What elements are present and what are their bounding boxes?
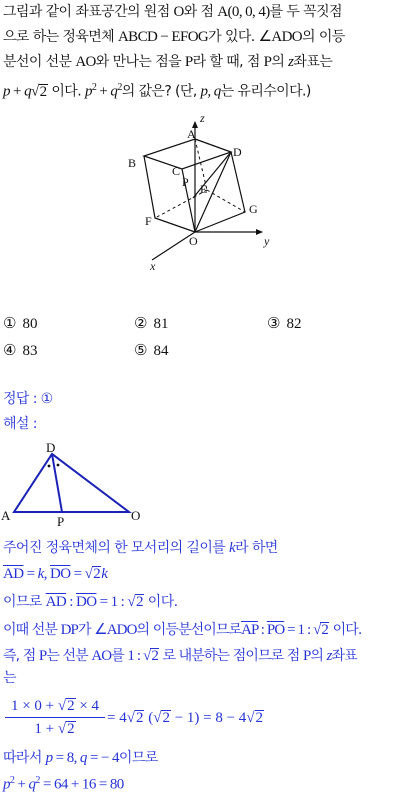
- root-sign: √: [84, 566, 93, 582]
- root-sign: √: [126, 710, 135, 726]
- math-P: P: [184, 54, 193, 70]
- fraction-rhs: [107, 708, 264, 728]
- solution-text: 좌표: [331, 648, 357, 664]
- math-term: = 8,: [52, 750, 80, 766]
- solution-line-5: [3, 646, 357, 666]
- solution-text: 는 선분: [46, 648, 92, 664]
- solution-text: 를: [111, 648, 128, 664]
- triangle-figure: [0, 438, 400, 528]
- math-O: O: [173, 4, 184, 20]
- segment-AD: $\overline{AD}$: [3, 566, 24, 582]
- choice-value: 80: [22, 316, 38, 332]
- choice-5[interactable]: [134, 340, 168, 361]
- root-sign: √: [30, 83, 39, 100]
- radicand: 2: [67, 698, 75, 714]
- math-op: = 1 :: [96, 594, 128, 610]
- math-z: z: [326, 648, 332, 664]
- math-term: = − 4: [86, 750, 119, 766]
- math-AO: AO: [75, 54, 96, 70]
- radicand: 2: [67, 721, 75, 737]
- solution-text: 이므로: [118, 750, 158, 766]
- top-face: [144, 139, 231, 169]
- solution-text: 의: [310, 648, 327, 664]
- math-k: k: [101, 566, 108, 582]
- radicand: 2: [135, 710, 144, 726]
- math-p: p: [3, 83, 10, 100]
- question-text: 이다.: [47, 83, 85, 100]
- exponent: 2: [35, 775, 40, 786]
- solution-line-2: [3, 564, 107, 584]
- choice-mark: ④: [3, 341, 17, 359]
- radicand: 2: [136, 594, 143, 610]
- fraction: [3, 696, 107, 739]
- fraction-bar: [5, 717, 105, 718]
- math-term: 1 × 0 +: [10, 698, 58, 714]
- label-P: P: [57, 514, 65, 528]
- label-F: F: [145, 214, 152, 228]
- root-sign: √: [127, 594, 136, 610]
- math-term: 1 +: [34, 721, 58, 737]
- triangle-ADO: [14, 454, 129, 512]
- math-k: k: [37, 566, 44, 582]
- choice-mark: ③: [267, 314, 281, 332]
- solution-text: 이다.: [329, 622, 362, 638]
- y-arrow: [256, 229, 263, 235]
- radicand: 2: [162, 710, 170, 726]
- label-x: x: [150, 259, 156, 273]
- math-q: q: [28, 776, 36, 793]
- math-term: (: [144, 710, 154, 726]
- label-P: P: [182, 175, 189, 189]
- math-op: =: [23, 566, 38, 582]
- answer-label: 정답 :: [3, 391, 41, 407]
- solution-line-8: [3, 748, 158, 768]
- answer-line: [3, 389, 53, 409]
- root-sign: √: [313, 622, 321, 638]
- answer-value: ①: [40, 391, 53, 407]
- question-text: 는 유리수이다.): [220, 83, 311, 100]
- question-text: 의 값은? (단,: [121, 83, 201, 100]
- math-point-A: A(0, 0, 4): [217, 4, 270, 20]
- solution-text: 가: [77, 622, 95, 638]
- choice-value: 84: [153, 343, 169, 359]
- root-sign: √: [153, 710, 162, 726]
- solution-text: 이다.: [143, 594, 178, 610]
- label-A: A: [187, 127, 196, 141]
- math-term: = 4: [107, 710, 127, 726]
- math-op: +: [14, 776, 29, 793]
- solution-text: 이므로: [3, 594, 46, 610]
- radicand: 2: [39, 83, 47, 100]
- solution-text: 즉, 점: [3, 648, 39, 664]
- solution-line-1: [3, 538, 278, 558]
- label-C: C: [172, 164, 181, 178]
- math-op: :: [257, 622, 267, 638]
- radicand: 2: [255, 710, 264, 726]
- label-B: B: [128, 156, 137, 170]
- question-text: 좌표는: [293, 54, 333, 70]
- math-term: × 4: [75, 698, 100, 714]
- angle-mark: [57, 464, 60, 467]
- math-p: p: [3, 776, 10, 793]
- radicand: 2: [151, 648, 158, 664]
- label-O: O: [131, 508, 141, 523]
- explanation-label: 해설 :: [3, 416, 37, 432]
- question-text: 의 이등: [302, 29, 345, 45]
- root-sign: √: [57, 698, 67, 714]
- math-AO: AO: [91, 648, 112, 664]
- segment-DO: $\overline{DO}$: [50, 566, 71, 582]
- segment-PO: $\overline{PO}$: [266, 622, 285, 638]
- solution-text: 주어진 정육면체의 한 모서리의 길이를: [3, 540, 230, 556]
- segment-DO: $\overline{DO}$: [75, 594, 97, 610]
- segment-AD: $\overline{AD}$: [45, 594, 67, 610]
- choice-mark: ⑤: [134, 341, 148, 359]
- edge-EG-hidden: [207, 190, 245, 212]
- radicand: 2: [321, 622, 329, 638]
- math-P: P: [38, 648, 47, 664]
- question-line-3: [3, 51, 399, 73]
- math-op: :: [66, 594, 76, 610]
- math-q: q: [79, 750, 87, 766]
- question-text: 으로 하는 정육면체: [3, 29, 118, 45]
- math-op: +: [9, 83, 25, 100]
- angle-mark: [48, 465, 51, 468]
- label-y: y: [264, 234, 270, 248]
- question-text: 의: [271, 54, 289, 70]
- segment-AP: $\overline{AP}$: [241, 622, 258, 638]
- solution-line-3: [3, 592, 177, 612]
- label-O: O: [189, 234, 198, 248]
- math-angle: ∠ADO: [94, 622, 137, 638]
- solution-line-6: 는: [3, 670, 16, 686]
- question-text: 라 할 때, 점: [192, 54, 264, 70]
- fraction-numerator: [3, 696, 107, 716]
- question-line-2: [3, 26, 399, 48]
- exponent: 2: [117, 82, 122, 93]
- question-text: 와 점: [183, 4, 218, 20]
- math-op: +: [96, 83, 111, 100]
- question-text: 와 만나는 점을: [95, 54, 185, 70]
- math-k: k: [229, 540, 236, 556]
- segment-DP: DP: [60, 622, 78, 638]
- radicand: 2: [93, 566, 101, 582]
- math-q: q: [110, 83, 118, 100]
- choice-mark: ②: [134, 314, 148, 332]
- math-z: z: [288, 54, 294, 70]
- cube-figure: [0, 108, 400, 288]
- solution-text: 라 하면: [235, 540, 278, 556]
- choice-value: 82: [286, 316, 302, 332]
- label-D: D: [46, 440, 56, 455]
- fraction-denominator: [3, 719, 107, 739]
- solution-line-4: [3, 620, 361, 640]
- solution-text: 이때 선분: [3, 622, 61, 638]
- solution-text: 따라서: [3, 750, 46, 766]
- math-sep: ,: [43, 566, 51, 582]
- label-A: A: [1, 508, 11, 523]
- solution-line-9: [3, 771, 124, 795]
- choice-mark: ①: [3, 314, 17, 332]
- solution-text: 로 내분하는 점이므로 점: [158, 648, 303, 664]
- root-sign: √: [142, 648, 151, 664]
- question-text: 를 두 꼭짓점: [269, 4, 342, 20]
- question-line-4: [3, 77, 399, 103]
- math-cube-name: ABCD − EFOG: [117, 29, 209, 45]
- choice-value: 81: [153, 316, 169, 332]
- math-term: = 64 + 16 = 80: [39, 776, 124, 793]
- question-text: 분선이 선분: [3, 54, 76, 70]
- math-term: − 1) = 8 − 4: [170, 710, 247, 726]
- exponent: 2: [9, 775, 15, 786]
- math-p: p: [45, 750, 53, 766]
- exponent: 2: [91, 82, 97, 93]
- question-line-1: [3, 1, 399, 23]
- math-p: p: [84, 83, 92, 100]
- math-P: P: [302, 648, 311, 664]
- label-z: z: [200, 111, 205, 125]
- math-op: = 1 :: [284, 622, 314, 638]
- fraction-expression: [3, 696, 303, 744]
- root-sign: √: [57, 721, 67, 737]
- label-D: D: [233, 145, 242, 159]
- math-op: =: [70, 566, 85, 582]
- math-P: P: [263, 54, 272, 70]
- bisector-DP: [52, 454, 62, 512]
- root-sign: √: [246, 710, 255, 726]
- choice-1[interactable]: [3, 313, 37, 334]
- solution-text: 의 이등분선이므로: [136, 622, 242, 638]
- choice-2[interactable]: [134, 313, 168, 334]
- question-text: 가 있다.: [208, 29, 259, 45]
- label-G: G: [249, 202, 258, 216]
- choice-3[interactable]: [267, 313, 301, 334]
- math-ratio: 1 :: [127, 648, 143, 664]
- label-E: E: [200, 182, 208, 196]
- math-vars: p, q: [200, 83, 221, 100]
- question-text: 그림과 같이 좌표공간의 원점: [3, 4, 174, 20]
- choice-value: 83: [22, 343, 38, 359]
- choice-4[interactable]: [3, 340, 37, 361]
- math-angle: ∠ADO: [258, 29, 303, 45]
- math-q: q: [24, 83, 31, 100]
